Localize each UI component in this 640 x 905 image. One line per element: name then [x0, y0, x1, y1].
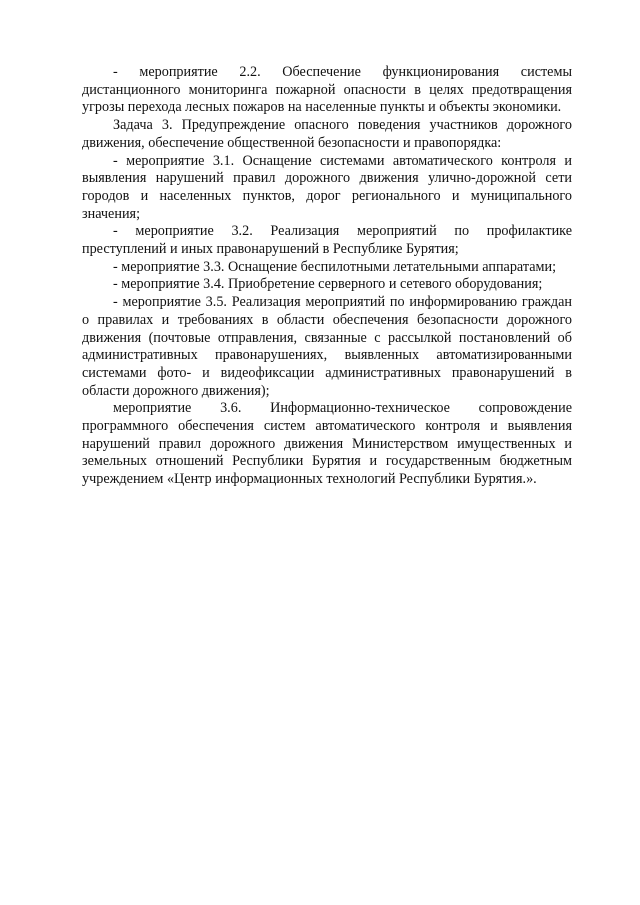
paragraph-measure-3-1: - мероприятие 3.1. Оснащение системами автоматического контроля и выявления нарушений правил дорожного движения улично-дорожной сети городов и населенных пунктов, дорог регионального и муниципального значения;: [82, 152, 572, 222]
paragraph-measure-3-2: - мероприятие 3.2. Реализация мероприятий по профилактике преступлений и иных правонарушений в Республике Бурятия;: [82, 223, 572, 258]
paragraph-measure-3-3: - мероприятие 3.3. Оснащение беспилотными летательными аппаратами;: [113, 258, 557, 275]
document-page: [82, 64, 572, 489]
paragraph-measure-3-4: - мероприятие 3.4. Приобретение серверного и сетевого оборудования;: [113, 276, 543, 293]
paragraph-task-3: Задача 3. Предупреждение опасного поведения участников дорожного движения, обеспечение общественной безопасности и правопорядка:: [82, 117, 572, 151]
paragraph-measure-2-2: - мероприятие 2.2. Обеспечение функционирования системы дистанционного мониторинга пожарной опасности в целях предотвращения угрозы перехода лесных пожаров на населенные пункты и объекты экономики.: [82, 64, 572, 116]
paragraph-measure-3-5: - мероприятие 3.5. Реализация мероприятий по информированию граждан о правилах и требованиях в области обеспечения безопасности дорожного движения (почтовые отправления, связанные с рассылкой постановлений об административных правонарушениях, выявленных автоматизированными системами фото- и видеофиксации административных правонарушений в области дорожного движения);: [82, 294, 572, 399]
paragraph-measure-3-6: мероприятие 3.6. Информационно-техническое сопровождение программного обеспечения систем автоматического контроля и выявления нарушений правил дорожного движения Министерством имущественных и земельных отношений Республики Бурятия и государственным бюджетным учреждением «Центр информационных технологий Республики Бурятия.».: [82, 400, 572, 488]
